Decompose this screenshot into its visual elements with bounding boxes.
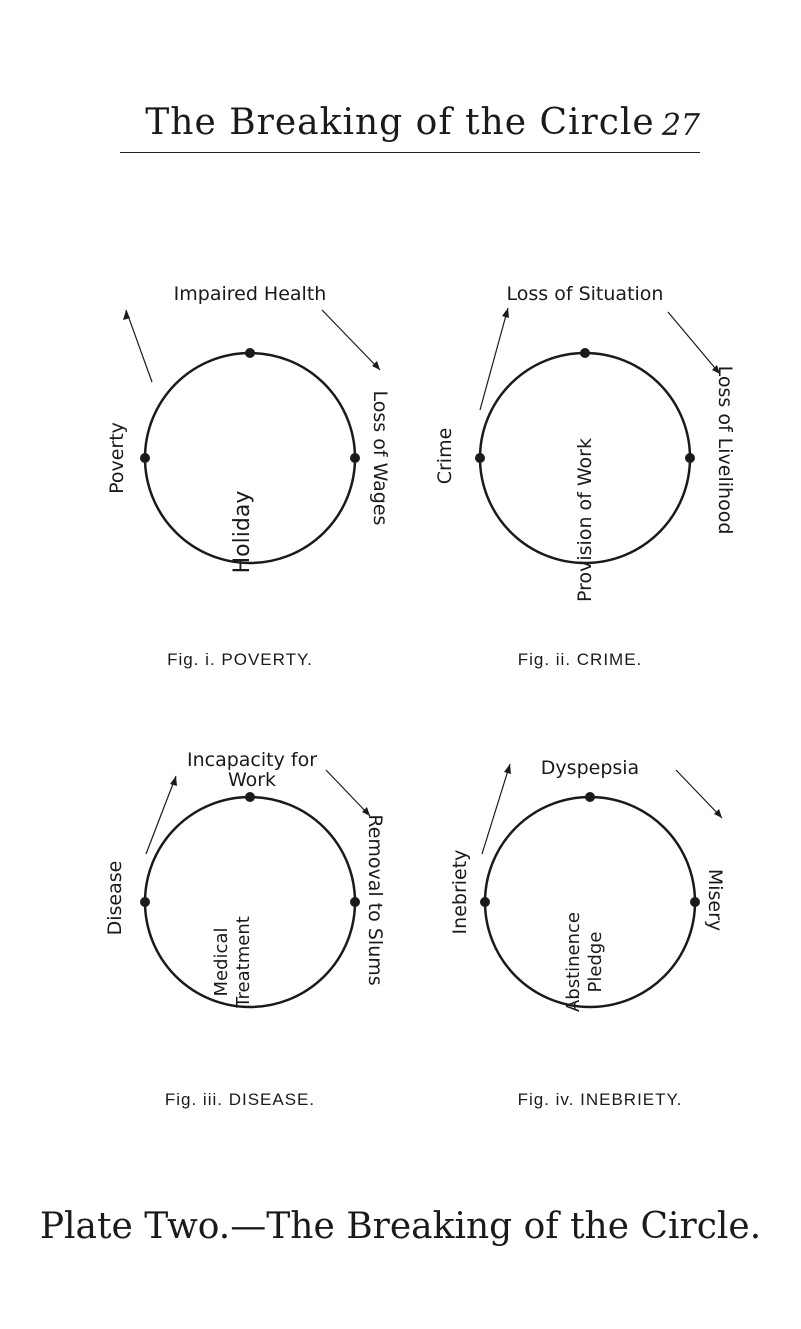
figure-caption: Fig. i. POVERTY. xyxy=(167,650,313,669)
node-right xyxy=(350,453,360,463)
label-bottom: Medical Treatment xyxy=(211,916,254,1008)
node-right xyxy=(685,453,695,463)
label-right: Loss of Wages xyxy=(369,390,391,526)
label-top: Impaired Health xyxy=(173,283,327,305)
figure-poverty xyxy=(90,283,410,710)
header-rule xyxy=(120,152,700,153)
page-header xyxy=(120,96,700,156)
label-right: Misery xyxy=(704,868,726,932)
node-top xyxy=(245,792,255,802)
cycle-diagram-poverty xyxy=(90,290,410,650)
label-bottom: Abstinence Pledge xyxy=(563,911,606,1013)
node-left xyxy=(140,453,150,463)
arrow-top-right xyxy=(668,312,720,374)
label-left: Crime xyxy=(434,427,456,485)
plate-title: Plate Two.—The Breaking of the Circle. xyxy=(39,1206,762,1247)
node-top xyxy=(580,348,590,358)
arrow-top-left xyxy=(480,308,508,410)
arrowhead xyxy=(502,308,509,318)
arrowhead xyxy=(504,764,511,774)
label-bottom: Provision of Work xyxy=(574,438,596,603)
running-title: The Breaking of the Circle xyxy=(145,102,655,143)
arrow-top-right xyxy=(322,310,380,370)
node-right xyxy=(350,897,360,907)
label-top: Incapacity for Work xyxy=(186,749,318,791)
page-number: 27 xyxy=(661,108,700,143)
arrow-top-left xyxy=(126,310,152,382)
figure-caption: Fig. iv. INEBRIETY. xyxy=(517,1090,683,1109)
label-bottom: Holiday xyxy=(230,490,255,574)
label-left: Poverty xyxy=(106,422,128,494)
label-left: Inebriety xyxy=(449,849,471,935)
figure-disease xyxy=(90,730,410,1150)
node-left xyxy=(140,897,150,907)
figure-caption: Fig. iii. DISEASE. xyxy=(164,1090,316,1109)
node-top xyxy=(585,792,595,802)
figure-crime xyxy=(420,283,740,710)
node-right xyxy=(690,897,700,907)
label-top: Loss of Situation xyxy=(506,283,664,305)
label-right: Removal to Slums xyxy=(364,814,386,986)
node-left xyxy=(480,897,490,907)
figure-inebriety xyxy=(420,730,740,1150)
label-right: Loss of Livelihood xyxy=(714,365,736,535)
figure-caption: Fig. ii. CRIME. xyxy=(517,650,643,669)
node-left xyxy=(475,453,485,463)
node-top xyxy=(245,348,255,358)
label-left: Disease xyxy=(104,860,126,936)
arrow-top-right xyxy=(676,770,722,818)
label-top: Dyspepsia xyxy=(540,757,640,779)
